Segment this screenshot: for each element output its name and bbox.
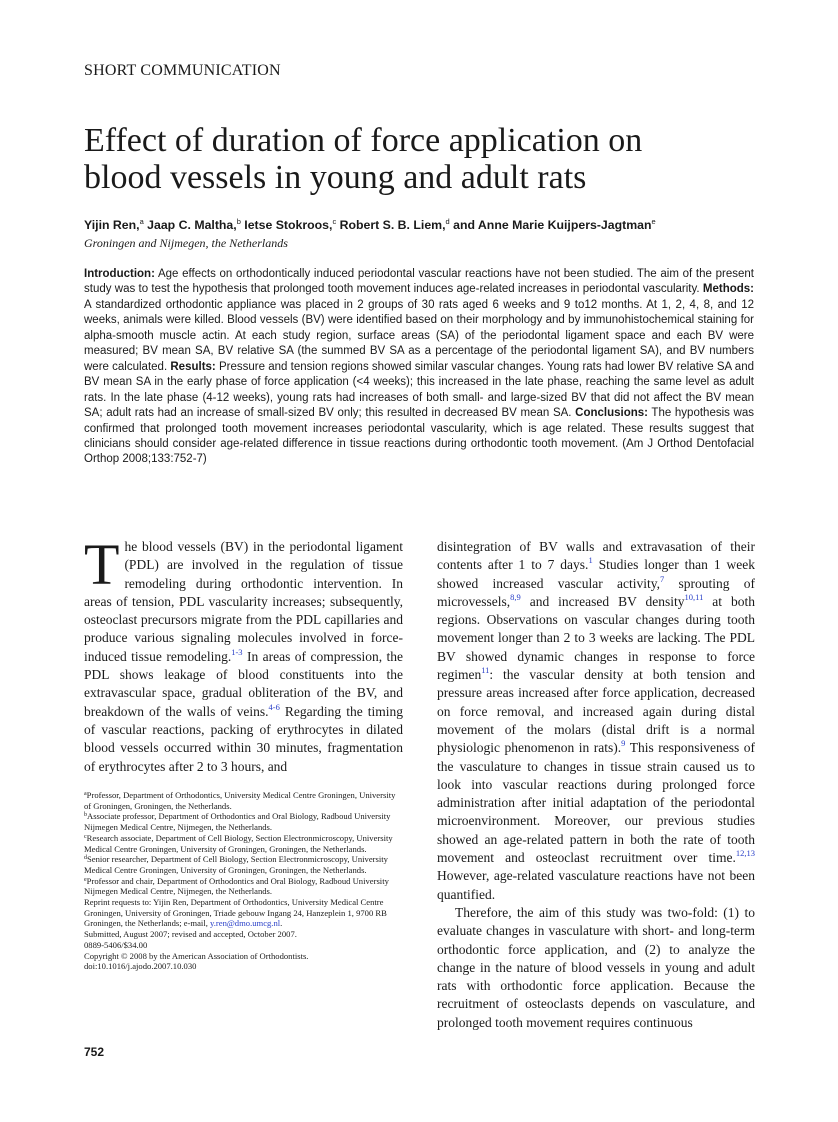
citation-ref[interactable]: 1 (588, 555, 593, 566)
footnote-mark: e (84, 876, 87, 883)
author-2-affil: b (236, 217, 241, 226)
right-text: and increased BV density (520, 593, 685, 609)
intro-paragraph (84, 532, 404, 776)
author-list (84, 217, 764, 232)
author-1-affil: a (139, 217, 144, 226)
citation-ref[interactable]: 9 (621, 738, 626, 749)
drop-cap: T (84, 532, 120, 597)
author-4-affil: d (445, 217, 450, 226)
page-number: 752 (84, 1045, 105, 1059)
reprint-end: . (280, 918, 283, 929)
article-title (84, 122, 774, 196)
reprint-text: Reprint requests to: Yijin Ren, Department of Orthodontics, University Medical Centre Groningen, University of Groningen, Triade gebouw Ingang 24, Hanzeplein 1, 9700 RB Groningen, the Netherlands; e-mail, (84, 897, 387, 929)
citation-ref[interactable]: 4-6 (268, 701, 280, 712)
citation-ref[interactable]: 7 (659, 573, 665, 584)
footnote-e (84, 876, 403, 897)
footnote-text: Professor, Department of Orthodontics, University Medical Centre Groningen, University of Groningen, Groningen, the Netherlands. (84, 790, 396, 811)
footnote-text: Associate professor, Department of Orthodontics and Oral Biology, Radboud University Nijmegen Medical Centre, Nijmegen, the Netherlands. (84, 811, 391, 833)
citation-ref[interactable]: 11 (481, 665, 490, 676)
issn-price: 0889-5406/$34.00 (84, 939, 148, 950)
footnote-text: Professor and chair, Department of Orthodontics and Oral Biology, Radboud University Nijmegen Medical Centre, Nijmegen, the Netherlands. (84, 875, 389, 897)
right-text: Studies longer than 1 week showed increased vascular activity, (437, 557, 755, 591)
right-paragraph-1 (437, 538, 755, 904)
abstract-intro-text: Age effects on orthodontically induced periodontal vascular reactions have not been studied. The aim of the present study was to test the hypothesis that prolonged tooth movement induces age-related increases in periodontal vascularity. (84, 268, 754, 296)
author-3-affil: c (332, 217, 337, 226)
footnote-c (84, 833, 403, 854)
abstract (84, 267, 754, 468)
body-column-left (84, 532, 404, 776)
author-3: Ietse Stokroos, (240, 218, 333, 232)
author-5-affil: e (651, 217, 656, 226)
right-text: disintegration of BV walls and extravasation of their contents after 1 to 7 days. (437, 539, 755, 573)
footnote-mark: c (84, 833, 87, 840)
right-text: This responsiveness of the vasculature to changes in tissue strain caused us to look into vascular reactions during prolonged force administration after initial adaptation of the periodontal microenvironment. Moreover, our previous studies showed an age-related pattern in both the rate of tooth movement and osteoclast recruitment over time. (437, 740, 755, 866)
author-4: Robert S. B. Liem, (336, 218, 446, 232)
footnote-mark: b (84, 812, 87, 819)
reprint-requests (84, 897, 403, 929)
footnote-b (84, 811, 403, 832)
copyright: Copyright © 2008 by the American Association of Orthodontists. (84, 950, 309, 961)
abstract-intro-label: Introduction: (84, 268, 155, 280)
abstract-conclusions-text: The hypothesis was confirmed that prolonged tooth movement increases periodontal vascularity, which is age related. These results suggest that clinicians should consider age-related difference in tissue reactions during orthodontic tooth movement. (Am J Orthod Dentofacial Orthop 2008;133:752-7) (84, 407, 754, 466)
email-link[interactable]: y.ren@dmo.umcg.nl (210, 918, 281, 929)
abstract-results-label: Results: (170, 360, 216, 373)
footnote-mark: d (84, 855, 87, 862)
citation-ref[interactable]: 1-3 (231, 646, 243, 657)
title-line-2: blood vessels in young and adult rats (84, 159, 587, 196)
right-text: at both regions. Observations on vascular changes during tooth movement longer than 2 to 3 weeks are lacking. The PDL BV showed dynamic changes in response to force regimen (437, 593, 755, 683)
left-text-1: he blood vessels (BV) in the periodontal ligament (PDL) are involved in the regulation of tissue remodeling during orthodontic intervention. In areas of tension, PDL vascularity increases; subsequently, osteoclast precursors migrate from the PDL capillaries and produce various signaling molecules involved in force-induced tissue remodeling. (84, 539, 403, 664)
citation-ref[interactable]: 12,13 (735, 848, 755, 859)
affiliation: Groningen and Nijmegen, the Netherlands (84, 236, 288, 250)
left-text-2: In areas of compression, the PDL shows leakage of blood constituents into the extravascular space, gradual obliteration of the BV, and breakdown of the walls of veins. (84, 648, 404, 719)
body-column-right (437, 538, 755, 1032)
author-1: Yijin Ren, (84, 218, 140, 232)
footnote-text: Research associate, Department of Cell Biology, Section Electronmicroscopy, University Medical Centre Groningen, University of Groningen, Groningen, the Netherlands. (84, 832, 393, 854)
abstract-conclusions-label: Conclusions: (575, 407, 648, 420)
author-2: Jaap C. Maltha, (143, 218, 237, 232)
section-label: SHORT COMMUNICATION (84, 62, 281, 79)
right-text: sprouting of microvessels, (437, 575, 755, 609)
left-text-3: Regarding the timing of vascular reactions, packing of erythrocytes in dilated blood vessels occurred within 30 minutes, fragmentation of erythrocytes after 2 to 3 hours, and (84, 703, 403, 774)
footnote-a (84, 790, 403, 811)
abstract-methods-text: A standardized orthodontic appliance was placed in 2 groups of 30 rats aged 6 weeks and 9 to12 months. At 1, 2, 4, 8, and 12 weeks, animals were killed. Blood vessels (BV) were identified based on their morphology and by immunohistochemical staining for alpha-smooth muscle actin. At each study region, surface areas (SA) of the periodontal ligament space and each BV were measured; BV mean SA, BV relative SA (the summed BV SA as a percentage of the periodontal ligament SA), and BV numbers were calculated. (84, 298, 754, 373)
right-text: : the vascular density at both tension and pressure areas increased after force application, decreased on force removal, and increased again during distal movement of the molars (distal drift is a normal physiologic phenomenon in rats). (437, 667, 755, 756)
abstract-methods-label: Methods: (702, 283, 754, 296)
citation-ref[interactable]: 10,11 (684, 591, 704, 602)
doi: doi:10.1016/j.ajodo.2007.10.030 (84, 961, 197, 972)
citation-ref[interactable]: 8,9 (510, 591, 521, 602)
footnotes (84, 790, 403, 972)
author-5: and Anne Marie Kuijpers-Jagtman (449, 218, 652, 232)
footnote-d (84, 854, 403, 875)
right-paragraph-2: Therefore, the aim of this study was two-fold: (1) to evaluate changes in vasculature with short- and long-term orthodontic force application, and (2) to analyze the change in the nature of blood vessels in young and adult rats with orthodontic force application. Because the recruitment of osteoclasts depends on vasculature, and prolonged tooth movement requires continuous (437, 904, 755, 1030)
submission-dates: Submitted, August 2007; revised and accepted, October 2007. (84, 929, 297, 940)
title-line-1: Effect of duration of force application on (84, 122, 643, 159)
right-text: However, age-related vasculature reactions have not been quantified. (437, 868, 755, 902)
abstract-results-text: Pressure and tension regions showed similar vascular changes. Young rats had lower BV relative SA and BV mean SA in the early phase of force application (<4 weeks); this increased in the late phase, reaching the same level as adult rats. In the late phase (4-12 weeks), young rats had increases of both small- and large-sized BV that did not affect the BV mean SA; adult rats had an increase of small-sized BV only; this resulted in decreased BV mean SA. (84, 360, 754, 420)
footnote-mark: a (84, 791, 87, 797)
footnote-text: Senior researcher, Department of Cell Biology, Section Electronmicroscopy, University Medical Centre Groningen, University of Groningen, Groningen, the Netherlands. (84, 854, 388, 875)
